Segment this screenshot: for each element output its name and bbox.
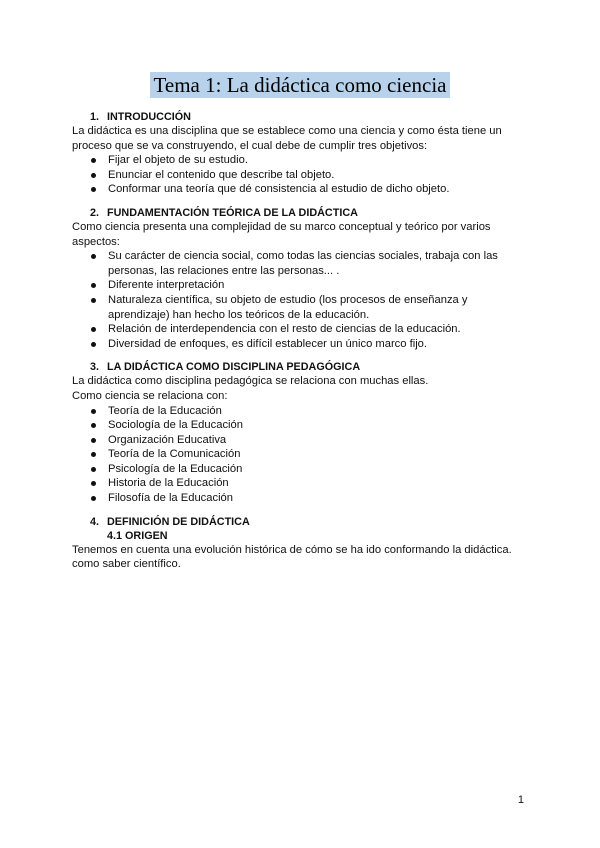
- bullet-icon: [91, 254, 96, 259]
- list-item: Psicología de la Educación: [72, 462, 524, 477]
- bullet-icon: [91, 283, 96, 288]
- subsection-heading: 4.1 ORIGEN: [107, 529, 168, 542]
- list-item: Conformar una teoría que dé consistencia al estudio de dicho objeto.: [72, 182, 524, 197]
- paragraph: Como ciencia presenta una complejidad de su marco conceptual y teórico por varios aspectos:: [72, 220, 491, 248]
- bullet-icon: [91, 481, 96, 486]
- bullet-icon: [91, 187, 96, 192]
- section-number: 3.: [90, 361, 100, 374]
- bullet-icon: [91, 438, 96, 443]
- section-title: DEFINICIÓN DE DIDÁCTICA: [107, 515, 250, 528]
- bullet-icon: [91, 467, 96, 472]
- section-title: INTRODUCCIÓN: [107, 111, 191, 123]
- list-item: Relación de interdependencia con el resto de ciencias de la educación.: [72, 322, 524, 337]
- section-heading: [90, 110, 524, 124]
- page-number: 1: [517, 794, 524, 807]
- bullet-icon: [91, 173, 96, 178]
- list-item: Filosofía de la Educación: [72, 491, 524, 506]
- bullet-icon: [91, 423, 96, 428]
- bullet-icon: [91, 298, 96, 303]
- bullet-icon: [91, 158, 96, 163]
- section-heading: [90, 515, 524, 529]
- list-item: Organización Educativa: [72, 433, 524, 448]
- bullet-icon: [91, 342, 96, 347]
- bullet-icon: [91, 327, 96, 332]
- bullet-icon: [91, 496, 96, 501]
- list-item: Sociología de la Educación: [72, 418, 524, 433]
- section-title: LA DIDÁCTICA COMO DISCIPLINA PEDAGÓGICA: [107, 361, 361, 374]
- list-item: Historia de la Educación: [72, 476, 524, 491]
- list-item: Diversidad de enfoques, es difícil establecer un único marco fijo.: [72, 337, 524, 352]
- paragraph: La didáctica es una disciplina que se establece como una ciencia y como ésta tiene un proceso que se va construyendo, el cual debe de cumplir tres objetivos:: [72, 125, 502, 152]
- title-wrapper: [0, 72, 600, 98]
- bullet-list: [72, 153, 524, 197]
- section-number: 2.: [90, 206, 100, 219]
- list-item: Diferente interpretación: [72, 278, 524, 293]
- list-item: Teoría de la Comunicación: [72, 447, 524, 462]
- section-heading: [90, 206, 524, 220]
- bullet-icon: [91, 452, 96, 457]
- paragraph: La didáctica como disciplina pedagógica se relaciona con muchas ellas.: [72, 375, 429, 388]
- list-item: Fijar el objeto de su estudio.: [72, 153, 524, 168]
- list-item: Teoría de la Educación: [72, 404, 524, 419]
- list-item: Enunciar el contenido que describe tal objeto.: [72, 168, 524, 183]
- list-item: Su carácter de ciencia social, como todas las ciencias sociales, trabaja con las personas, las relaciones entre las personas... .: [72, 249, 524, 278]
- paragraph: Tenemos en cuenta una evolución histórica de cómo se ha ido conformando la didáctica. como saber científico.: [72, 543, 512, 571]
- document-body: [72, 110, 524, 572]
- bullet-list: [72, 404, 524, 506]
- section-number: 4.: [90, 515, 100, 528]
- bullet-list: [72, 249, 524, 351]
- section-heading: [90, 360, 524, 374]
- page-title: Tema 1: La didáctica como ciencia: [150, 72, 451, 98]
- list-item: Naturaleza científica, su objeto de estudio (los procesos de enseñanza y aprendizaje) han hecho los teóricos de la educación.: [72, 293, 524, 322]
- section-number: 1.: [90, 111, 100, 123]
- bullet-icon: [91, 409, 96, 414]
- section-title: FUNDAMENTACIÓN TEÓRICA DE LA DIDÁCTICA: [107, 206, 358, 219]
- paragraph: Como ciencia se relaciona con:: [72, 389, 228, 402]
